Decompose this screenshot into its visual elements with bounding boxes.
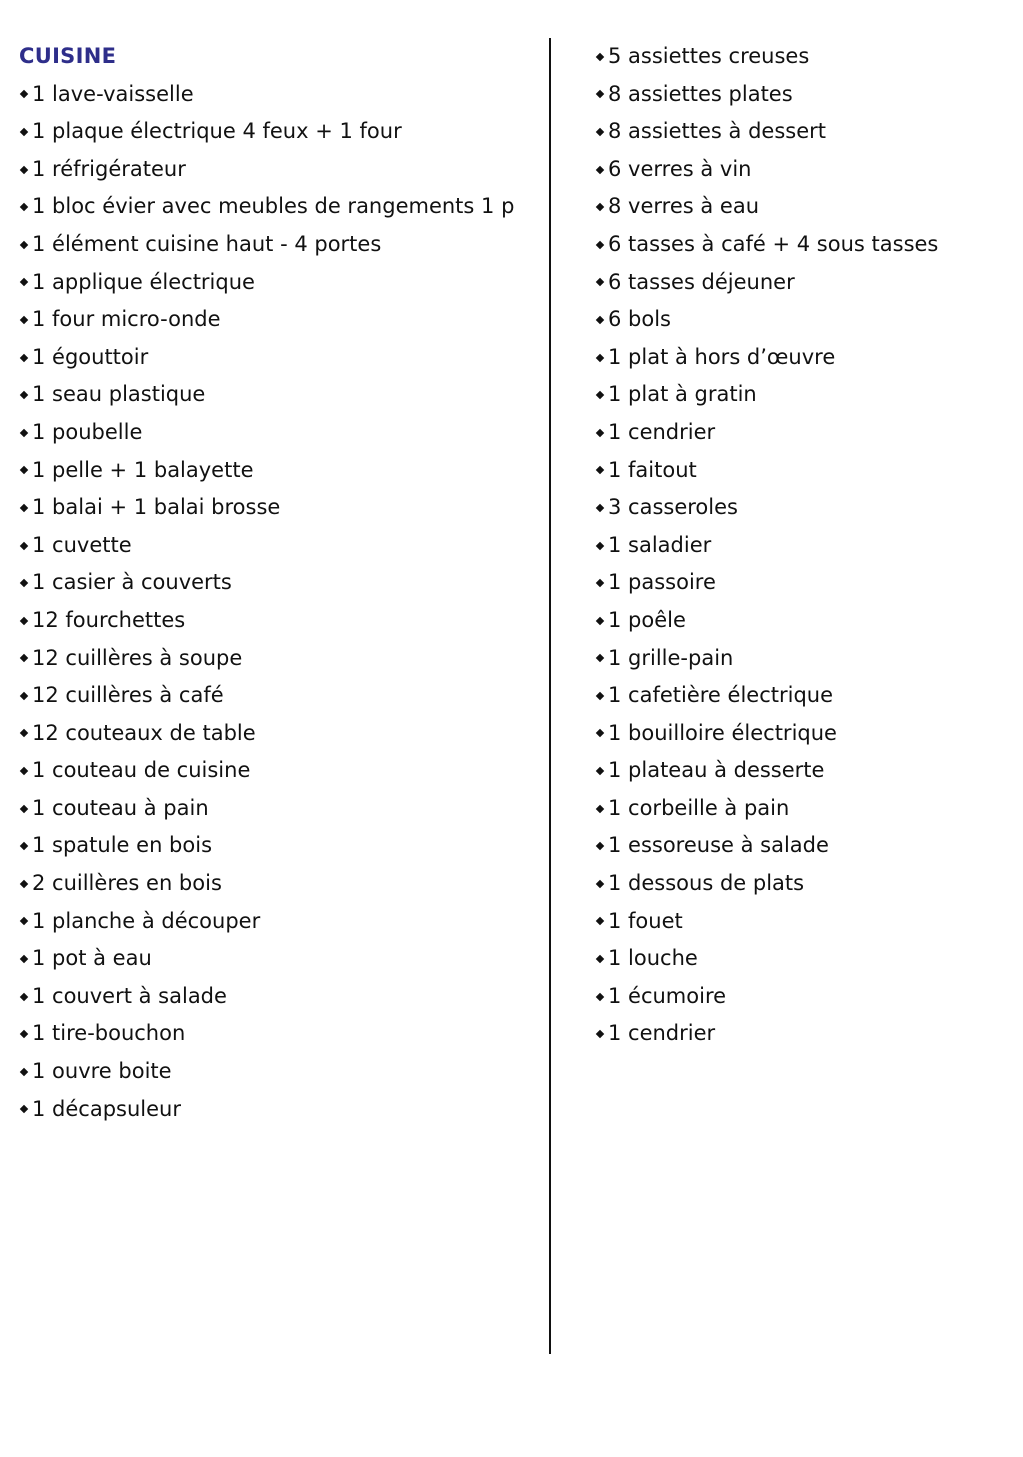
list-item [595, 339, 1015, 377]
diamond-bullet-icon [20, 579, 28, 587]
item-text: 1 plat à hors d’œuvre [608, 344, 836, 369]
diamond-bullet-icon [20, 992, 28, 1000]
item-text: 1 pelle + 1 balayette [32, 457, 254, 482]
diamond-bullet-icon [596, 767, 604, 775]
list-item [595, 376, 1015, 414]
item-text: 1 élément cuisine haut - 4 portes [32, 231, 382, 256]
list-item [19, 264, 539, 302]
diamond-bullet-icon [20, 466, 28, 474]
list-item [19, 151, 539, 189]
item-text: 1 cendrier [608, 419, 716, 444]
item-text: 1 bloc évier avec meubles de rangements 1 p [32, 194, 515, 219]
list-item [595, 188, 1015, 226]
item-text: 1 seau plastique [32, 382, 206, 407]
list-item [595, 301, 1015, 339]
diamond-bullet-icon [20, 767, 28, 775]
list-item [19, 978, 539, 1016]
list-item [19, 865, 539, 903]
list-item [19, 113, 539, 151]
item-text: 1 réfrigérateur [32, 156, 186, 181]
diamond-bullet-icon [20, 428, 28, 436]
item-text: 1 dessous de plats [608, 871, 805, 896]
list-item [595, 414, 1015, 452]
list-item [595, 752, 1015, 790]
list-item [595, 790, 1015, 828]
diamond-bullet-icon [20, 616, 28, 624]
list-item [595, 264, 1015, 302]
list-item [595, 564, 1015, 602]
diamond-bullet-icon [596, 729, 604, 737]
item-text: 1 décapsuleur [32, 1096, 181, 1121]
diamond-bullet-icon [596, 692, 604, 700]
diamond-bullet-icon [20, 1068, 28, 1076]
item-text: 3 casseroles [608, 495, 738, 520]
diamond-bullet-icon [20, 391, 28, 399]
item-text: 1 lave-vaisselle [32, 81, 194, 106]
diamond-bullet-icon [20, 203, 28, 211]
item-text: 1 plateau à desserte [608, 758, 825, 783]
item-text: 12 cuillères à café [32, 683, 224, 708]
list-item [19, 1091, 539, 1129]
list-item [19, 1015, 539, 1053]
diamond-bullet-icon [20, 241, 28, 249]
diamond-bullet-icon [20, 692, 28, 700]
list-item [595, 640, 1015, 678]
list-item [19, 414, 539, 452]
item-text: 1 écumoire [608, 983, 727, 1008]
item-text: 1 couteau de cuisine [32, 758, 251, 783]
item-text: 8 assiettes plates [608, 81, 793, 106]
list-item [19, 226, 539, 264]
diamond-bullet-icon [596, 428, 604, 436]
list-item [595, 1015, 1015, 1053]
diamond-bullet-icon [596, 880, 604, 888]
item-text: 1 cafetière électrique [608, 683, 834, 708]
diamond-bullet-icon [596, 654, 604, 662]
diamond-bullet-icon [596, 353, 604, 361]
list-item [19, 1053, 539, 1091]
diamond-bullet-icon [596, 955, 604, 963]
list-item [19, 452, 539, 490]
item-text: 1 louche [608, 946, 698, 971]
item-text: 1 planche à découper [32, 908, 261, 933]
list-item [595, 489, 1015, 527]
diamond-bullet-icon [20, 842, 28, 850]
diamond-bullet-icon [596, 278, 604, 286]
diamond-bullet-icon [20, 1030, 28, 1038]
diamond-bullet-icon [596, 804, 604, 812]
list-item [595, 226, 1015, 264]
diamond-bullet-icon [20, 880, 28, 888]
diamond-bullet-icon [596, 616, 604, 624]
diamond-bullet-icon [596, 128, 604, 136]
diamond-bullet-icon [20, 917, 28, 925]
diamond-bullet-icon [596, 541, 604, 549]
item-text: 1 faitout [608, 457, 697, 482]
column-divider [549, 38, 551, 1354]
diamond-bullet-icon [20, 316, 28, 324]
diamond-bullet-icon [20, 278, 28, 286]
diamond-bullet-icon [20, 654, 28, 662]
list-item [19, 489, 539, 527]
item-text: 2 cuillères en bois [32, 871, 222, 896]
list-item [19, 188, 539, 226]
diamond-bullet-icon [20, 128, 28, 136]
item-text: 6 tasses à café + 4 sous tasses [608, 231, 939, 256]
list-item [19, 376, 539, 414]
diamond-bullet-icon [596, 241, 604, 249]
diamond-bullet-icon [596, 579, 604, 587]
item-text: 5 assiettes creuses [608, 44, 810, 68]
item-text: 1 passoire [608, 570, 716, 595]
item-text: 8 assiettes à dessert [608, 119, 827, 144]
diamond-bullet-icon [20, 504, 28, 512]
item-text: 12 fourchettes [32, 607, 186, 632]
item-text: 6 bols [608, 307, 671, 332]
item-text: 1 égouttoir [32, 344, 149, 369]
item-text: 1 pot à eau [32, 946, 152, 971]
list-item [19, 564, 539, 602]
left-column [19, 38, 539, 1128]
diamond-bullet-icon [596, 917, 604, 925]
list-item [595, 677, 1015, 715]
list-item [595, 903, 1015, 941]
item-text: 1 balai + 1 balai brosse [32, 495, 281, 520]
list-item [595, 527, 1015, 565]
diamond-bullet-icon [596, 842, 604, 850]
diamond-bullet-icon [20, 353, 28, 361]
list-item [19, 827, 539, 865]
item-text: 1 couteau à pain [32, 795, 209, 820]
list-item [595, 151, 1015, 189]
item-text: 6 verres à vin [608, 156, 752, 181]
item-text: 1 corbeille à pain [608, 795, 790, 820]
list-item [595, 715, 1015, 753]
diamond-bullet-icon [596, 992, 604, 1000]
diamond-bullet-icon [596, 316, 604, 324]
item-text: 1 ouvre boite [32, 1059, 172, 1084]
item-text: 1 bouilloire électrique [608, 720, 837, 745]
list-item [19, 940, 539, 978]
list-item [595, 827, 1015, 865]
list-item [595, 113, 1015, 151]
item-text: 1 poubelle [32, 419, 143, 444]
list-item [595, 452, 1015, 490]
left-item-list [19, 76, 539, 1129]
diamond-bullet-icon [596, 203, 604, 211]
list-item [19, 640, 539, 678]
diamond-bullet-icon [596, 90, 604, 98]
item-text: 1 essoreuse à salade [608, 833, 829, 858]
item-text: 1 cuvette [32, 532, 132, 557]
item-text: 12 couteaux de table [32, 720, 256, 745]
list-item [19, 790, 539, 828]
right-column [595, 38, 1015, 1053]
diamond-bullet-icon [596, 391, 604, 399]
item-text: 12 cuillères à soupe [32, 645, 243, 670]
item-text: 1 saladier [608, 532, 712, 557]
section-title: CUISINE [19, 44, 117, 68]
list-item [19, 677, 539, 715]
item-text: 1 applique électrique [32, 269, 255, 294]
list-item [19, 602, 539, 640]
diamond-bullet-icon [20, 165, 28, 173]
item-text: 1 spatule en bois [32, 833, 213, 858]
item-text: 1 couvert à salade [32, 983, 227, 1008]
list-item [595, 865, 1015, 903]
right-item-list [595, 38, 1015, 1053]
diamond-bullet-icon [20, 1105, 28, 1113]
diamond-bullet-icon [20, 804, 28, 812]
item-text: 1 grille-pain [608, 645, 734, 670]
list-item [19, 527, 539, 565]
list-item [19, 76, 539, 114]
diamond-bullet-icon [596, 504, 604, 512]
item-text: 1 fouet [608, 908, 683, 933]
item-text: 1 poêle [608, 607, 686, 632]
item-text: 1 casier à couverts [32, 570, 232, 595]
list-item [595, 978, 1015, 1016]
item-text: 1 four micro-onde [32, 307, 221, 332]
diamond-bullet-icon [20, 729, 28, 737]
diamond-bullet-icon [20, 955, 28, 963]
item-text: 1 tire-bouchon [32, 1021, 186, 1046]
diamond-bullet-icon [20, 90, 28, 98]
list-item [595, 76, 1015, 114]
list-item [19, 301, 539, 339]
item-text: 6 tasses déjeuner [608, 269, 795, 294]
list-item [19, 903, 539, 941]
diamond-bullet-icon [596, 53, 604, 61]
list-item [595, 38, 1015, 76]
diamond-bullet-icon [596, 466, 604, 474]
list-item [595, 602, 1015, 640]
list-item [19, 752, 539, 790]
diamond-bullet-icon [596, 1030, 604, 1038]
item-text: 1 cendrier [608, 1021, 716, 1046]
list-item [19, 339, 539, 377]
diamond-bullet-icon [596, 165, 604, 173]
list-item [19, 715, 539, 753]
item-text: 8 verres à eau [608, 194, 759, 219]
item-text: 1 plat à gratin [608, 382, 757, 407]
item-text: 1 plaque électrique 4 feux + 1 four [32, 119, 402, 144]
diamond-bullet-icon [20, 541, 28, 549]
list-item [595, 940, 1015, 978]
